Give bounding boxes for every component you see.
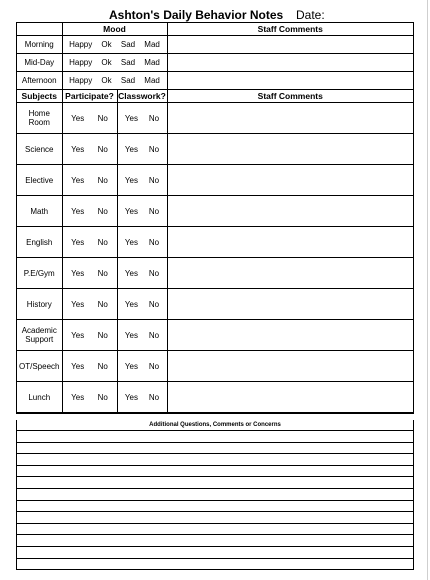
mood-options bbox=[62, 36, 167, 54]
date-label: Date: bbox=[296, 8, 325, 22]
subject-comment-cell[interactable] bbox=[167, 165, 413, 196]
classwork-options-group bbox=[118, 207, 167, 216]
subject-row bbox=[17, 320, 413, 351]
classwork-yes-option[interactable]: Yes bbox=[124, 206, 138, 216]
participate-no-option[interactable]: No bbox=[97, 144, 108, 154]
subject-label bbox=[17, 258, 62, 289]
participate-yes-option[interactable]: Yes bbox=[71, 361, 85, 371]
classwork-no-option[interactable]: No bbox=[148, 268, 160, 278]
classwork-options bbox=[117, 165, 167, 196]
mood-comment-cell[interactable] bbox=[167, 36, 413, 54]
period-label: Mid-Day bbox=[17, 54, 62, 72]
classwork-header: Classwork? bbox=[118, 91, 166, 101]
subject-label-line: Math bbox=[30, 206, 49, 216]
classwork-no-option[interactable]: No bbox=[148, 113, 160, 123]
participate-no-option[interactable]: No bbox=[97, 206, 108, 216]
participate-yes-option[interactable]: Yes bbox=[71, 299, 85, 309]
subject-comment-cell[interactable] bbox=[167, 196, 413, 227]
mood-header: Mood bbox=[62, 23, 167, 36]
subject-row bbox=[17, 196, 413, 227]
header bbox=[16, 8, 414, 22]
subject-label bbox=[17, 134, 62, 165]
subject-label bbox=[17, 227, 62, 258]
notes-writing-line[interactable] bbox=[16, 523, 414, 524]
page-edge bbox=[427, 0, 428, 580]
subject-comment-cell[interactable] bbox=[167, 351, 413, 382]
mood-option[interactable]: Ok bbox=[101, 40, 112, 49]
subject-label-line: Science bbox=[25, 144, 54, 154]
classwork-yes-option[interactable]: Yes bbox=[124, 330, 138, 340]
mood-option[interactable]: Happy bbox=[69, 40, 93, 49]
classwork-yes-option[interactable]: Yes bbox=[124, 268, 138, 278]
participate-options-group bbox=[63, 393, 117, 402]
classwork-yes-option[interactable]: Yes bbox=[124, 113, 138, 123]
classwork-yes-option[interactable]: Yes bbox=[124, 237, 138, 247]
notes-writing-line[interactable] bbox=[16, 511, 414, 512]
classwork-no-option[interactable]: No bbox=[148, 175, 160, 185]
page-title: Ashton's Daily Behavior Notes bbox=[109, 8, 284, 22]
mood-option[interactable]: Mad bbox=[144, 40, 160, 49]
subject-row bbox=[17, 103, 413, 134]
classwork-no-option[interactable]: No bbox=[148, 361, 160, 371]
classwork-no-option[interactable]: No bbox=[148, 392, 160, 402]
mood-options-group bbox=[63, 40, 167, 49]
participate-no-option[interactable]: No bbox=[97, 237, 108, 247]
mood-options bbox=[62, 54, 167, 72]
mood-staff-comments-header: Staff Comments bbox=[167, 23, 413, 36]
subjects-header-row bbox=[17, 90, 413, 103]
mood-header-row bbox=[17, 23, 413, 36]
mood-row bbox=[17, 72, 413, 90]
participate-options bbox=[62, 289, 117, 320]
participate-options bbox=[62, 382, 117, 413]
mood-option[interactable]: Mad bbox=[144, 76, 160, 85]
subject-label-line: Room bbox=[28, 118, 50, 127]
classwork-options-group bbox=[118, 300, 167, 309]
subjects-staff-comments-header: Staff Comments bbox=[167, 90, 413, 103]
subject-label-line: Elective bbox=[25, 175, 54, 185]
mood-option[interactable]: Sad bbox=[120, 76, 136, 85]
classwork-options bbox=[117, 227, 167, 258]
classwork-yes-option[interactable]: Yes bbox=[124, 361, 138, 371]
behavior-table bbox=[16, 22, 414, 414]
participate-yes-option[interactable]: Yes bbox=[71, 175, 85, 185]
mood-options-group bbox=[63, 58, 167, 67]
participate-no-option[interactable]: No bbox=[97, 268, 108, 278]
participate-options-group bbox=[63, 176, 117, 185]
notes-bottom-line bbox=[16, 569, 414, 570]
blank-header-cell bbox=[17, 23, 62, 36]
participate-no-option[interactable]: No bbox=[97, 392, 108, 402]
subject-row bbox=[17, 351, 413, 382]
classwork-options-group bbox=[118, 114, 167, 123]
participate-options bbox=[62, 165, 117, 196]
mood-option[interactable]: Ok bbox=[101, 58, 112, 67]
classwork-yes-option[interactable]: Yes bbox=[124, 392, 138, 402]
mood-row bbox=[17, 54, 413, 72]
mood-option[interactable]: Happy bbox=[69, 76, 93, 85]
participate-options bbox=[62, 196, 117, 227]
subject-comment-cell[interactable] bbox=[167, 134, 413, 165]
mood-options-group bbox=[63, 76, 167, 85]
subject-label-line: Academic bbox=[21, 326, 57, 335]
notes-writing-line[interactable] bbox=[16, 476, 414, 477]
classwork-options-group bbox=[118, 145, 167, 154]
participate-no-option[interactable]: No bbox=[97, 175, 108, 185]
period-label: Morning bbox=[17, 36, 62, 54]
participate-options bbox=[62, 134, 117, 165]
subject-row bbox=[17, 165, 413, 196]
classwork-options-group bbox=[118, 176, 167, 185]
classwork-no-option[interactable]: No bbox=[148, 330, 160, 340]
subject-label-line: Home bbox=[28, 109, 50, 118]
subject-row bbox=[17, 258, 413, 289]
classwork-options bbox=[117, 103, 167, 134]
classwork-options-group bbox=[118, 238, 167, 247]
participate-options-group bbox=[63, 145, 117, 154]
subject-comment-cell[interactable] bbox=[167, 289, 413, 320]
mood-option[interactable]: Ok bbox=[101, 76, 112, 85]
classwork-options-group bbox=[118, 269, 167, 278]
mood-option[interactable]: Happy bbox=[69, 58, 93, 67]
participate-yes-option[interactable]: Yes bbox=[71, 144, 85, 154]
mood-option[interactable]: Sad bbox=[120, 40, 136, 49]
participate-yes-option[interactable]: Yes bbox=[71, 392, 85, 402]
subject-comment-cell[interactable] bbox=[167, 103, 413, 134]
participate-yes-option[interactable]: Yes bbox=[71, 206, 85, 216]
classwork-no-option[interactable]: No bbox=[148, 144, 160, 154]
subject-comment-cell[interactable] bbox=[167, 382, 413, 413]
notes-writing-line[interactable] bbox=[16, 546, 414, 547]
classwork-options bbox=[117, 134, 167, 165]
participate-yes-option[interactable]: Yes bbox=[71, 237, 85, 247]
participate-yes-option[interactable]: Yes bbox=[71, 113, 85, 123]
subject-label-line: Lunch bbox=[28, 392, 51, 402]
participate-options bbox=[62, 320, 117, 351]
subject-comment-cell[interactable] bbox=[167, 227, 413, 258]
subject-label bbox=[17, 382, 62, 413]
classwork-options bbox=[117, 320, 167, 351]
subject-label bbox=[17, 289, 62, 320]
subject-label bbox=[17, 165, 62, 196]
classwork-no-option[interactable]: No bbox=[148, 299, 160, 309]
mood-row bbox=[17, 36, 413, 54]
subject-row bbox=[17, 289, 413, 320]
participate-yes-option[interactable]: Yes bbox=[71, 330, 85, 340]
notes-writing-line[interactable] bbox=[16, 465, 414, 466]
participate-options bbox=[62, 103, 117, 134]
classwork-no-option[interactable]: No bbox=[148, 206, 160, 216]
classwork-yes-option[interactable]: Yes bbox=[124, 175, 138, 185]
period-label: Afternoon bbox=[17, 72, 62, 90]
classwork-options bbox=[117, 258, 167, 289]
participate-options bbox=[62, 227, 117, 258]
notes-writing-line[interactable] bbox=[16, 534, 414, 535]
participate-no-option[interactable]: No bbox=[97, 299, 108, 309]
participate-header: Participate? bbox=[62, 90, 117, 103]
mood-options bbox=[62, 72, 167, 90]
subject-comment-cell[interactable] bbox=[167, 320, 413, 351]
notes-writing-line[interactable] bbox=[16, 453, 414, 454]
classwork-yes-option[interactable]: Yes bbox=[124, 299, 138, 309]
subject-comment-cell[interactable] bbox=[167, 258, 413, 289]
subject-label bbox=[17, 196, 62, 227]
notes-writing-line[interactable] bbox=[16, 430, 414, 431]
subjects-header: Subjects bbox=[17, 90, 62, 103]
participate-options bbox=[62, 351, 117, 382]
participate-options-group bbox=[63, 331, 117, 340]
subject-label bbox=[17, 351, 62, 382]
participate-options-group bbox=[63, 269, 117, 278]
classwork-options bbox=[117, 196, 167, 227]
classwork-options-group bbox=[118, 331, 167, 340]
notes-writing-line[interactable] bbox=[16, 442, 414, 443]
subject-label-line: Support bbox=[25, 335, 54, 344]
participate-no-option[interactable]: No bbox=[97, 361, 108, 371]
participate-options-group bbox=[63, 238, 117, 247]
classwork-options bbox=[117, 289, 167, 320]
subject-label-line: History bbox=[26, 299, 52, 309]
mood-comment-cell[interactable] bbox=[167, 72, 413, 90]
subject-row bbox=[17, 134, 413, 165]
subject-label-line: P.E/Gym bbox=[23, 268, 55, 278]
mood-option[interactable]: Sad bbox=[120, 58, 136, 67]
notes-writing-line[interactable] bbox=[16, 488, 414, 489]
classwork-options-group bbox=[118, 362, 167, 371]
subject-row bbox=[17, 227, 413, 258]
classwork-options bbox=[117, 351, 167, 382]
notes-writing-line[interactable] bbox=[16, 558, 414, 559]
participate-options-group bbox=[63, 300, 117, 309]
classwork-yes-option[interactable]: Yes bbox=[124, 144, 138, 154]
participate-options-group bbox=[63, 362, 117, 371]
subject-label bbox=[17, 103, 62, 134]
participate-options bbox=[62, 258, 117, 289]
participate-no-option[interactable]: No bbox=[97, 113, 108, 123]
participate-yes-option[interactable]: Yes bbox=[71, 268, 85, 278]
subject-row bbox=[17, 382, 413, 413]
notes-title: Additional Questions, Comments or Concerns bbox=[16, 420, 414, 430]
subject-label-line: OT/Speech bbox=[19, 361, 60, 371]
classwork-no-option[interactable]: No bbox=[148, 237, 160, 247]
participate-no-option[interactable]: No bbox=[97, 330, 108, 340]
mood-option[interactable]: Mad bbox=[144, 58, 160, 67]
notes-writing-line[interactable] bbox=[16, 500, 414, 501]
participate-options-group bbox=[63, 114, 117, 123]
classwork-options bbox=[117, 382, 167, 413]
classwork-options-group bbox=[118, 393, 167, 402]
participate-options-group bbox=[63, 207, 117, 216]
subject-label-line: English bbox=[26, 237, 53, 247]
mood-comment-cell[interactable] bbox=[167, 54, 413, 72]
subject-label bbox=[17, 320, 62, 351]
